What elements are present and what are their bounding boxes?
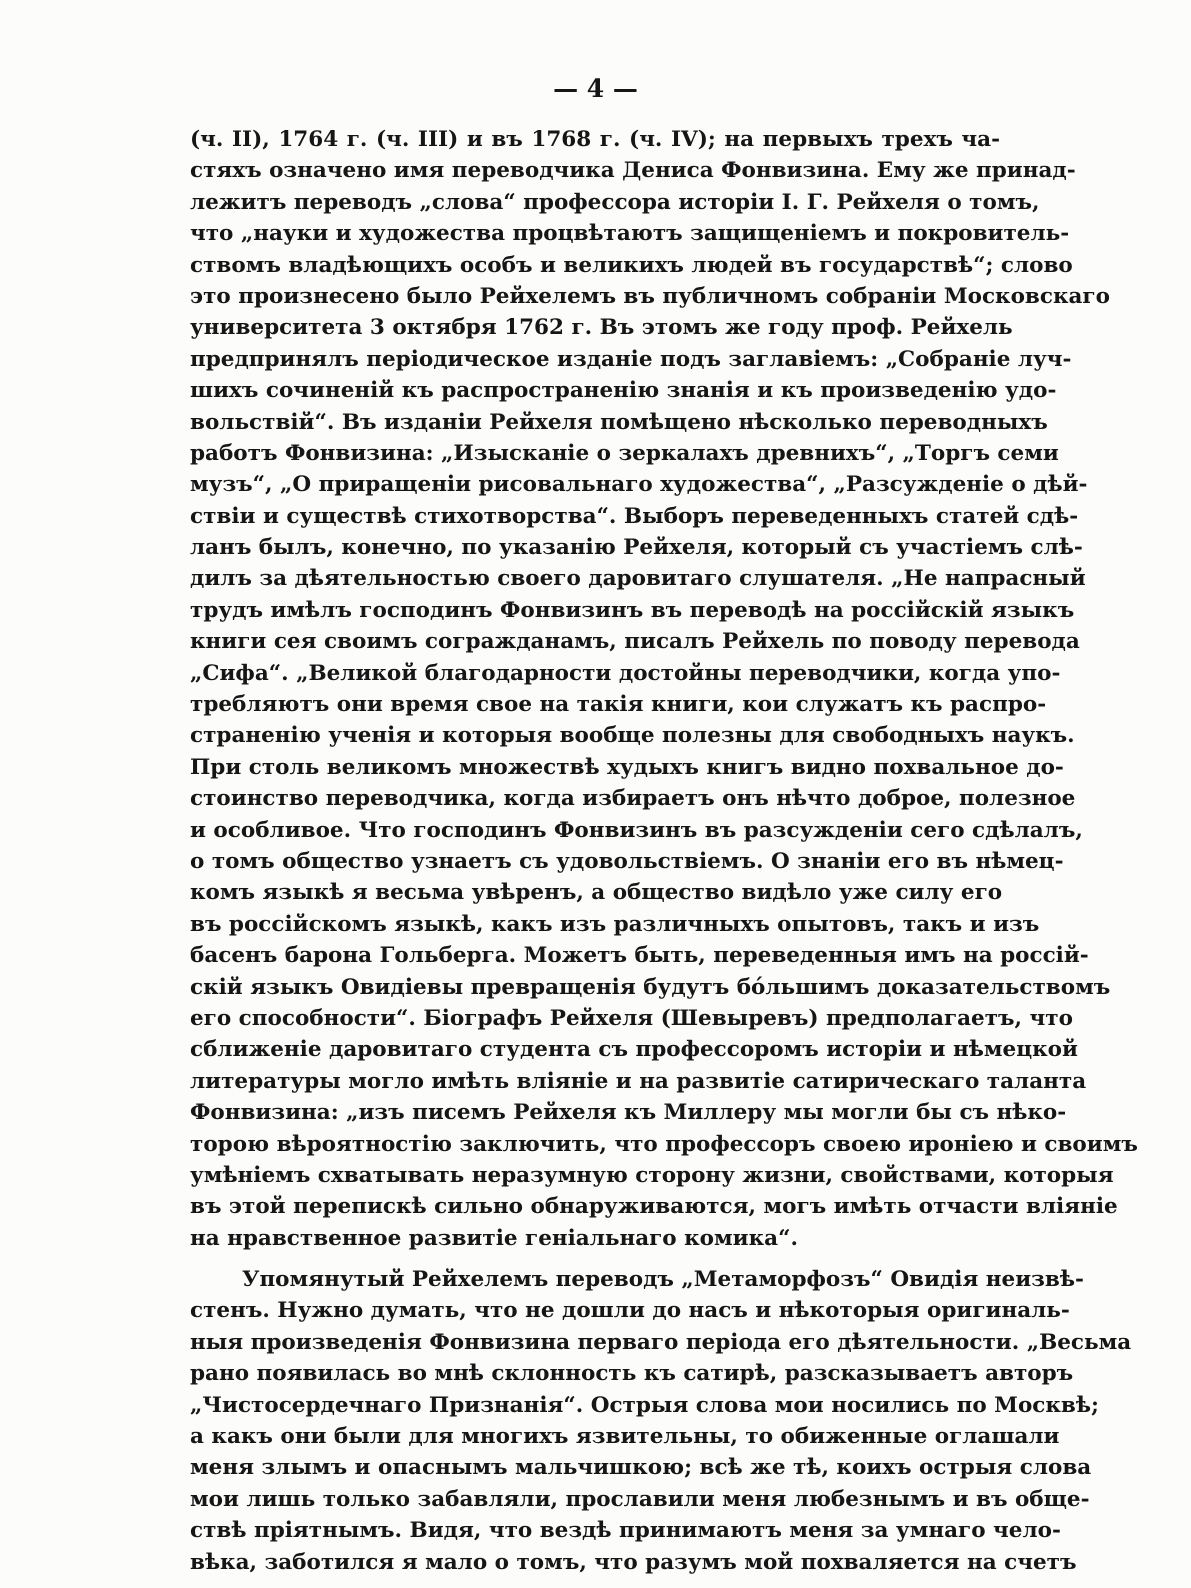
text-line: вольствій“. Въ изданіи Рейхеля помѣщено нѣсколько переводныхъ: [190, 409, 1048, 435]
text-line: работъ Фонвизина: „Изысканіе о зеркалахъ древнихъ“, „Торгъ семи: [190, 440, 1059, 466]
text-line: мои лишь только забавляли, прославили меня любезнымъ и въ обще-: [190, 1486, 1090, 1512]
paragraph: [190, 1264, 1132, 1578]
text-line: вѣка, заботился я мало о томъ, что разумъ мой похваляется на счетъ: [190, 1549, 1077, 1575]
text-line: сближеніе даровитаго студента съ профессоромъ исторіи и нѣмецкой: [190, 1037, 1078, 1063]
text-line: трудъ имѣлъ господинъ Фонвизинъ въ переводѣ на россійскій языкъ: [190, 597, 1075, 623]
text-line: требляютъ они время свое на такія книги, кои служатъ къ распро-: [190, 692, 1047, 718]
text-line: ныя произведенія Фонвизина перваго періода его дѣятельности. „Весьма: [190, 1329, 1132, 1355]
text-line: меня злымъ и опаснымъ мальчишкою; всѣ же тѣ, коихъ острыя слова: [190, 1455, 1092, 1481]
text-line: и особливое. Что господинъ Фонвизинъ въ разсужденіи сего сдѣлалъ,: [190, 817, 1083, 843]
page-number: — 4 —: [553, 74, 638, 103]
text-line: „Сифа“. „Великой благодарности достойны переводчики, когда упо-: [190, 660, 1061, 686]
body-text: [190, 124, 1138, 1578]
text-line: его способности“. Біографъ Рейхеля (Шевыревъ) предполагаетъ, что: [190, 1005, 1073, 1031]
text-line: Фонвизина: „изъ писемъ Рейхеля къ Миллеру мы могли бы съ нѣко-: [190, 1100, 1067, 1126]
text-line: а какъ они были для многихъ язвительны, то обиженные оглашали: [190, 1424, 1060, 1450]
text-line: стяхъ означено имя переводчика Дениса Фонвизина. Ему же принад-: [190, 158, 1076, 184]
text-line: лежитъ переводъ „слова“ профессора исторіи І. Г. Рейхеля о томъ,: [190, 189, 1040, 215]
text-line: дилъ за дѣятельностью своего даровитаго слушателя. „Не напрасный: [190, 566, 1086, 592]
text-line: шихъ сочиненій къ распространенію знанія и къ произведенію удо-: [190, 378, 1057, 404]
text-line: это произнесено было Рейхелемъ въ публичномъ собраніи Московскаго: [190, 283, 1110, 309]
text-line: ствомъ владѣющихъ особъ и великихъ людей въ государствѣ“; слово: [190, 252, 1073, 278]
text-line: предпринялъ періодическое изданіе подъ заглавіемъ: „Собраніе луч-: [190, 346, 1072, 372]
text-line: скій языкъ Овидіевы превращенія будутъ бо́льшимъ доказательствомъ: [190, 974, 1111, 1000]
text-line: литературы могло имѣть вліяніе и на развитіе сатирическаго таланта: [190, 1068, 1087, 1094]
text-line: торою вѣроятностію заключить, что профессоръ своею ироніею и своимъ: [190, 1131, 1138, 1157]
text-line: на нравственное развитіе геніальнаго комика“.: [190, 1225, 798, 1251]
text-line: комъ языкѣ я весьма увѣренъ, а общество видѣло уже силу его: [190, 880, 1003, 906]
text-line: книги сея своимъ согражданамъ, писалъ Рейхель по поводу перевода: [190, 629, 1080, 655]
text-line: рано появилась во мнѣ склонность къ сатирѣ, разсказываетъ авторъ: [190, 1361, 1074, 1387]
text-line: (ч. II), 1764 г. (ч. III) и въ 1768 г. (ч. IV); на первыхъ трехъ ча-: [190, 127, 1000, 152]
text-line: ствіи и существѣ стихотворства“. Выборъ переведенныхъ статей сдѣ-: [190, 503, 1079, 529]
text-line: университета 3 октября 1762 г. Въ этомъ же году проф. Рейхель: [190, 315, 1013, 341]
text-line: ствѣ пріятнымъ. Видя, что вездѣ принимаютъ меня за умнаго чело-: [190, 1518, 1061, 1544]
text-line: въ россійскомъ языкѣ, какъ изъ различныхъ опытовъ, такъ и изъ: [190, 911, 1040, 937]
paragraph: [190, 124, 1138, 1254]
text-line: что „науки и художества процвѣтаютъ защищеніемъ и покровитель-: [190, 221, 1070, 247]
text-line: ланъ былъ, конечно, по указанію Рейхеля, который съ участіемъ слѣ-: [190, 535, 1083, 561]
text-line: умѣніемъ схватывать неразумную сторону жизни, свойствами, которыя: [190, 1162, 1114, 1188]
paragraph-gap: [190, 1254, 1000, 1264]
text-line: стенъ. Нужно думать, что не дошли до насъ и нѣкоторыя оригиналь-: [190, 1298, 1070, 1324]
text-line: музъ“, „О приращеніи рисовальнаго художества“, „Разсужденіе о дѣй-: [190, 472, 1088, 498]
text-line: При столь великомъ множествѣ худыхъ книгъ видно похвальное до-: [190, 754, 1064, 780]
text-line: о томъ общество узнаетъ съ удовольствіемъ. О знаніи его въ нѣмец-: [190, 848, 1064, 874]
text-line: стоинство переводчика, когда избираетъ онъ нѣчто доброе, полезное: [190, 786, 1076, 812]
text-line: басенъ барона Гольберга. Можетъ быть, переведенныя имъ на россій-: [190, 943, 1089, 969]
text-line: въ этой перепискѣ сильно обнаруживаются, могъ имѣть отчасти вліяніе: [190, 1194, 1118, 1220]
text-line: „Чистосердечнаго Признанія“. Острыя слова мои носились по Москвѣ;: [190, 1392, 1099, 1418]
text-line: страненію ученія и которыя вообще полезны для свободныхъ наукъ.: [190, 723, 1075, 749]
text-line: Упомянутый Рейхелемъ переводъ „Метаморфозъ“ Овидія неизвѣ-: [242, 1267, 1084, 1293]
